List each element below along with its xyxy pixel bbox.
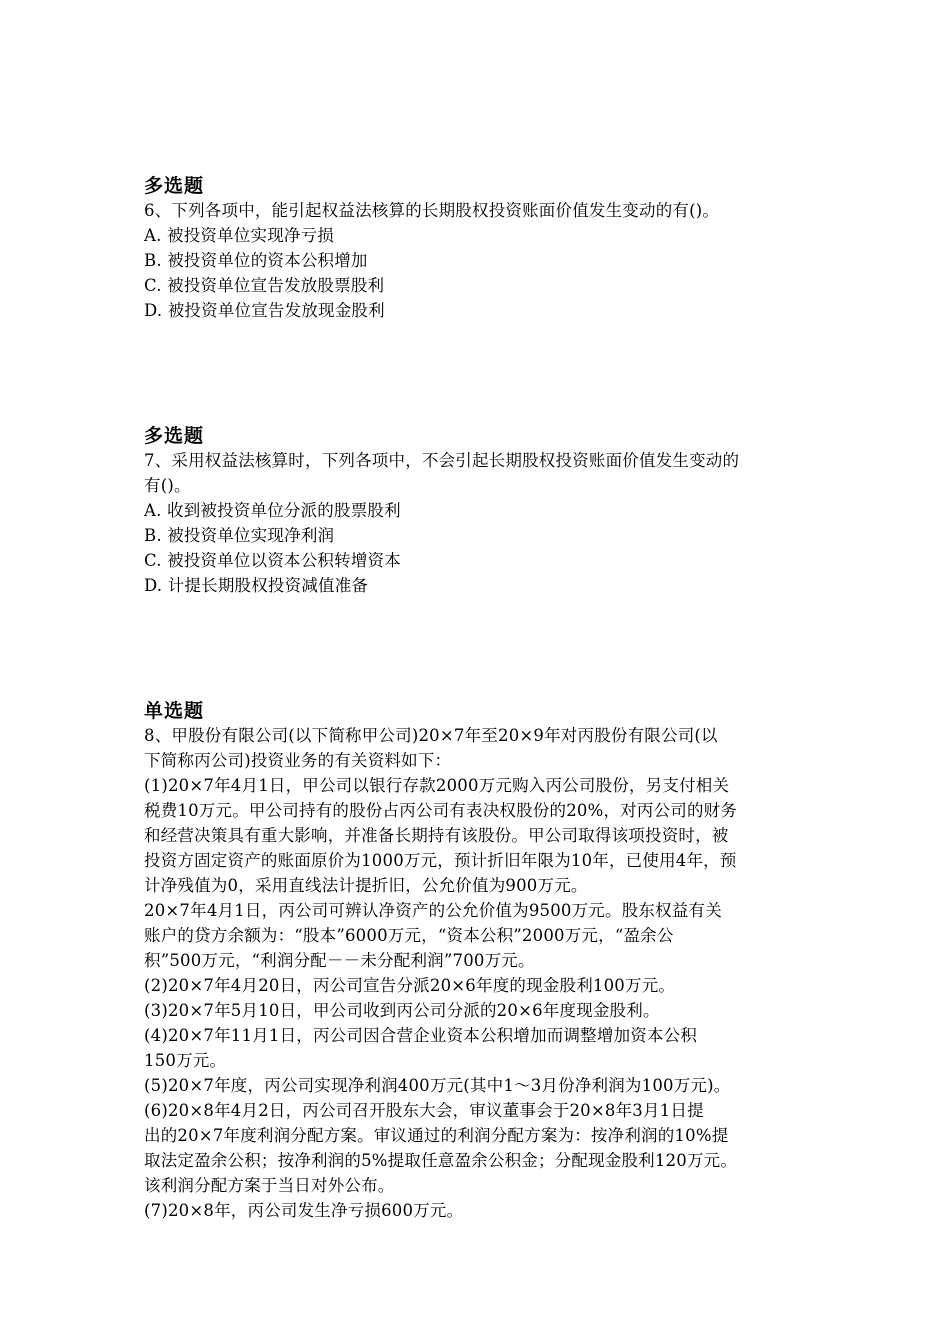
- material-paragraph: (4)20×7年11月1日，丙公司因合营企业资本公积增加而调整增加资本公积: [144, 1026, 698, 1045]
- material-paragraph: 和经营决策具有重大影响，并准备长期持有该股份。甲公司取得该项投资时，被: [144, 826, 729, 845]
- question-type-label: 多选题: [144, 175, 205, 197]
- option-b: B. 被投资单位的资本公积增加: [144, 251, 368, 270]
- material-paragraph: 20×7年4月1日，丙公司可辨认净资产的公允价值为9500万元。股东权益有关: [144, 901, 722, 920]
- material-paragraph: 150万元。: [144, 1051, 227, 1070]
- option-a: A. 收到被投资单位分派的股票股利: [144, 501, 401, 520]
- option-d: D. 被投资单位宣告发放现金股利: [144, 301, 385, 320]
- question-section-7: [144, 424, 812, 598]
- option-c: C. 被投资单位宣告发放股票股利: [144, 276, 385, 295]
- option-d: D. 计提长期股权投资减值准备: [144, 576, 369, 595]
- question-section-8: [144, 699, 812, 1223]
- material-paragraph: (3)20×7年5月10日，甲公司收到丙公司分派的20×6年度现金股利。: [144, 1001, 660, 1020]
- question-type-label: 多选题: [144, 425, 205, 447]
- material-paragraph: 该利润分配方案于当日对外公布。: [144, 1176, 395, 1195]
- material-paragraph: (2)20×7年4月20日，丙公司宣告分派20×6年度的现金股利100万元。: [144, 976, 676, 995]
- question-text: 6、下列各项中，能引起权益法核算的长期股权投资账面价值发生变动的有()。: [144, 201, 720, 220]
- material-paragraph: 积”500万元，“利润分配－－未分配利润”700万元。: [144, 951, 535, 970]
- material-paragraph: (7)20×8年，丙公司发生净亏损600万元。: [144, 1201, 464, 1220]
- material-paragraph: (6)20×8年4月2日，丙公司召开股东大会，审议董事会于20×8年3月1日提: [144, 1101, 704, 1120]
- material-paragraph: (1)20×7年4月1日，甲公司以银行存款2000万元购入丙公司股份，另支付相关: [144, 776, 730, 795]
- question-text: 有()。: [144, 476, 191, 495]
- question-section-6: [144, 174, 812, 323]
- material-paragraph: 出的20×7年度利润分配方案。审议通过的利润分配方案为：按净利润的10%提: [144, 1126, 729, 1145]
- material-paragraph: (5)20×7年度，丙公司实现净利润400万元(其中1～3月份净利润为100万元)。: [144, 1076, 731, 1095]
- question-text: 下简称丙公司)投资业务的有关资料如下：: [144, 751, 452, 770]
- material-paragraph: 计净残值为0，采用直线法计提折旧，公允价值为900万元。: [144, 876, 588, 895]
- material-paragraph: 投资方固定资产的账面原价为1000万元，预计折旧年限为10年，已使用4年，预: [144, 851, 737, 870]
- material-paragraph: 账户的贷方余额为：“股本”6000万元，“资本公积”2000万元，“盈余公: [144, 926, 674, 945]
- material-paragraph: 取法定盈余公积；按净利润的5%提取任意盈余公积金；分配现金股利120万元。: [144, 1151, 738, 1170]
- question-text: 7、采用权益法核算时，下列各项中，不会引起长期股权投资账面价值发生变动的: [144, 451, 740, 470]
- option-b: B. 被投资单位实现净利润: [144, 526, 335, 545]
- option-c: C. 被投资单位以资本公积转增资本: [144, 551, 401, 570]
- question-text: 8、甲股份有限公司(以下简称甲公司)20×7年至20×9年对丙股份有限公司(以: [144, 726, 718, 745]
- question-type-label: 单选题: [144, 700, 205, 722]
- option-a: A. 被投资单位实现净亏损: [144, 226, 335, 245]
- material-paragraph: 税费10万元。甲公司持有的股份占丙公司有表决权股份的20%，对丙公司的财务: [144, 801, 738, 820]
